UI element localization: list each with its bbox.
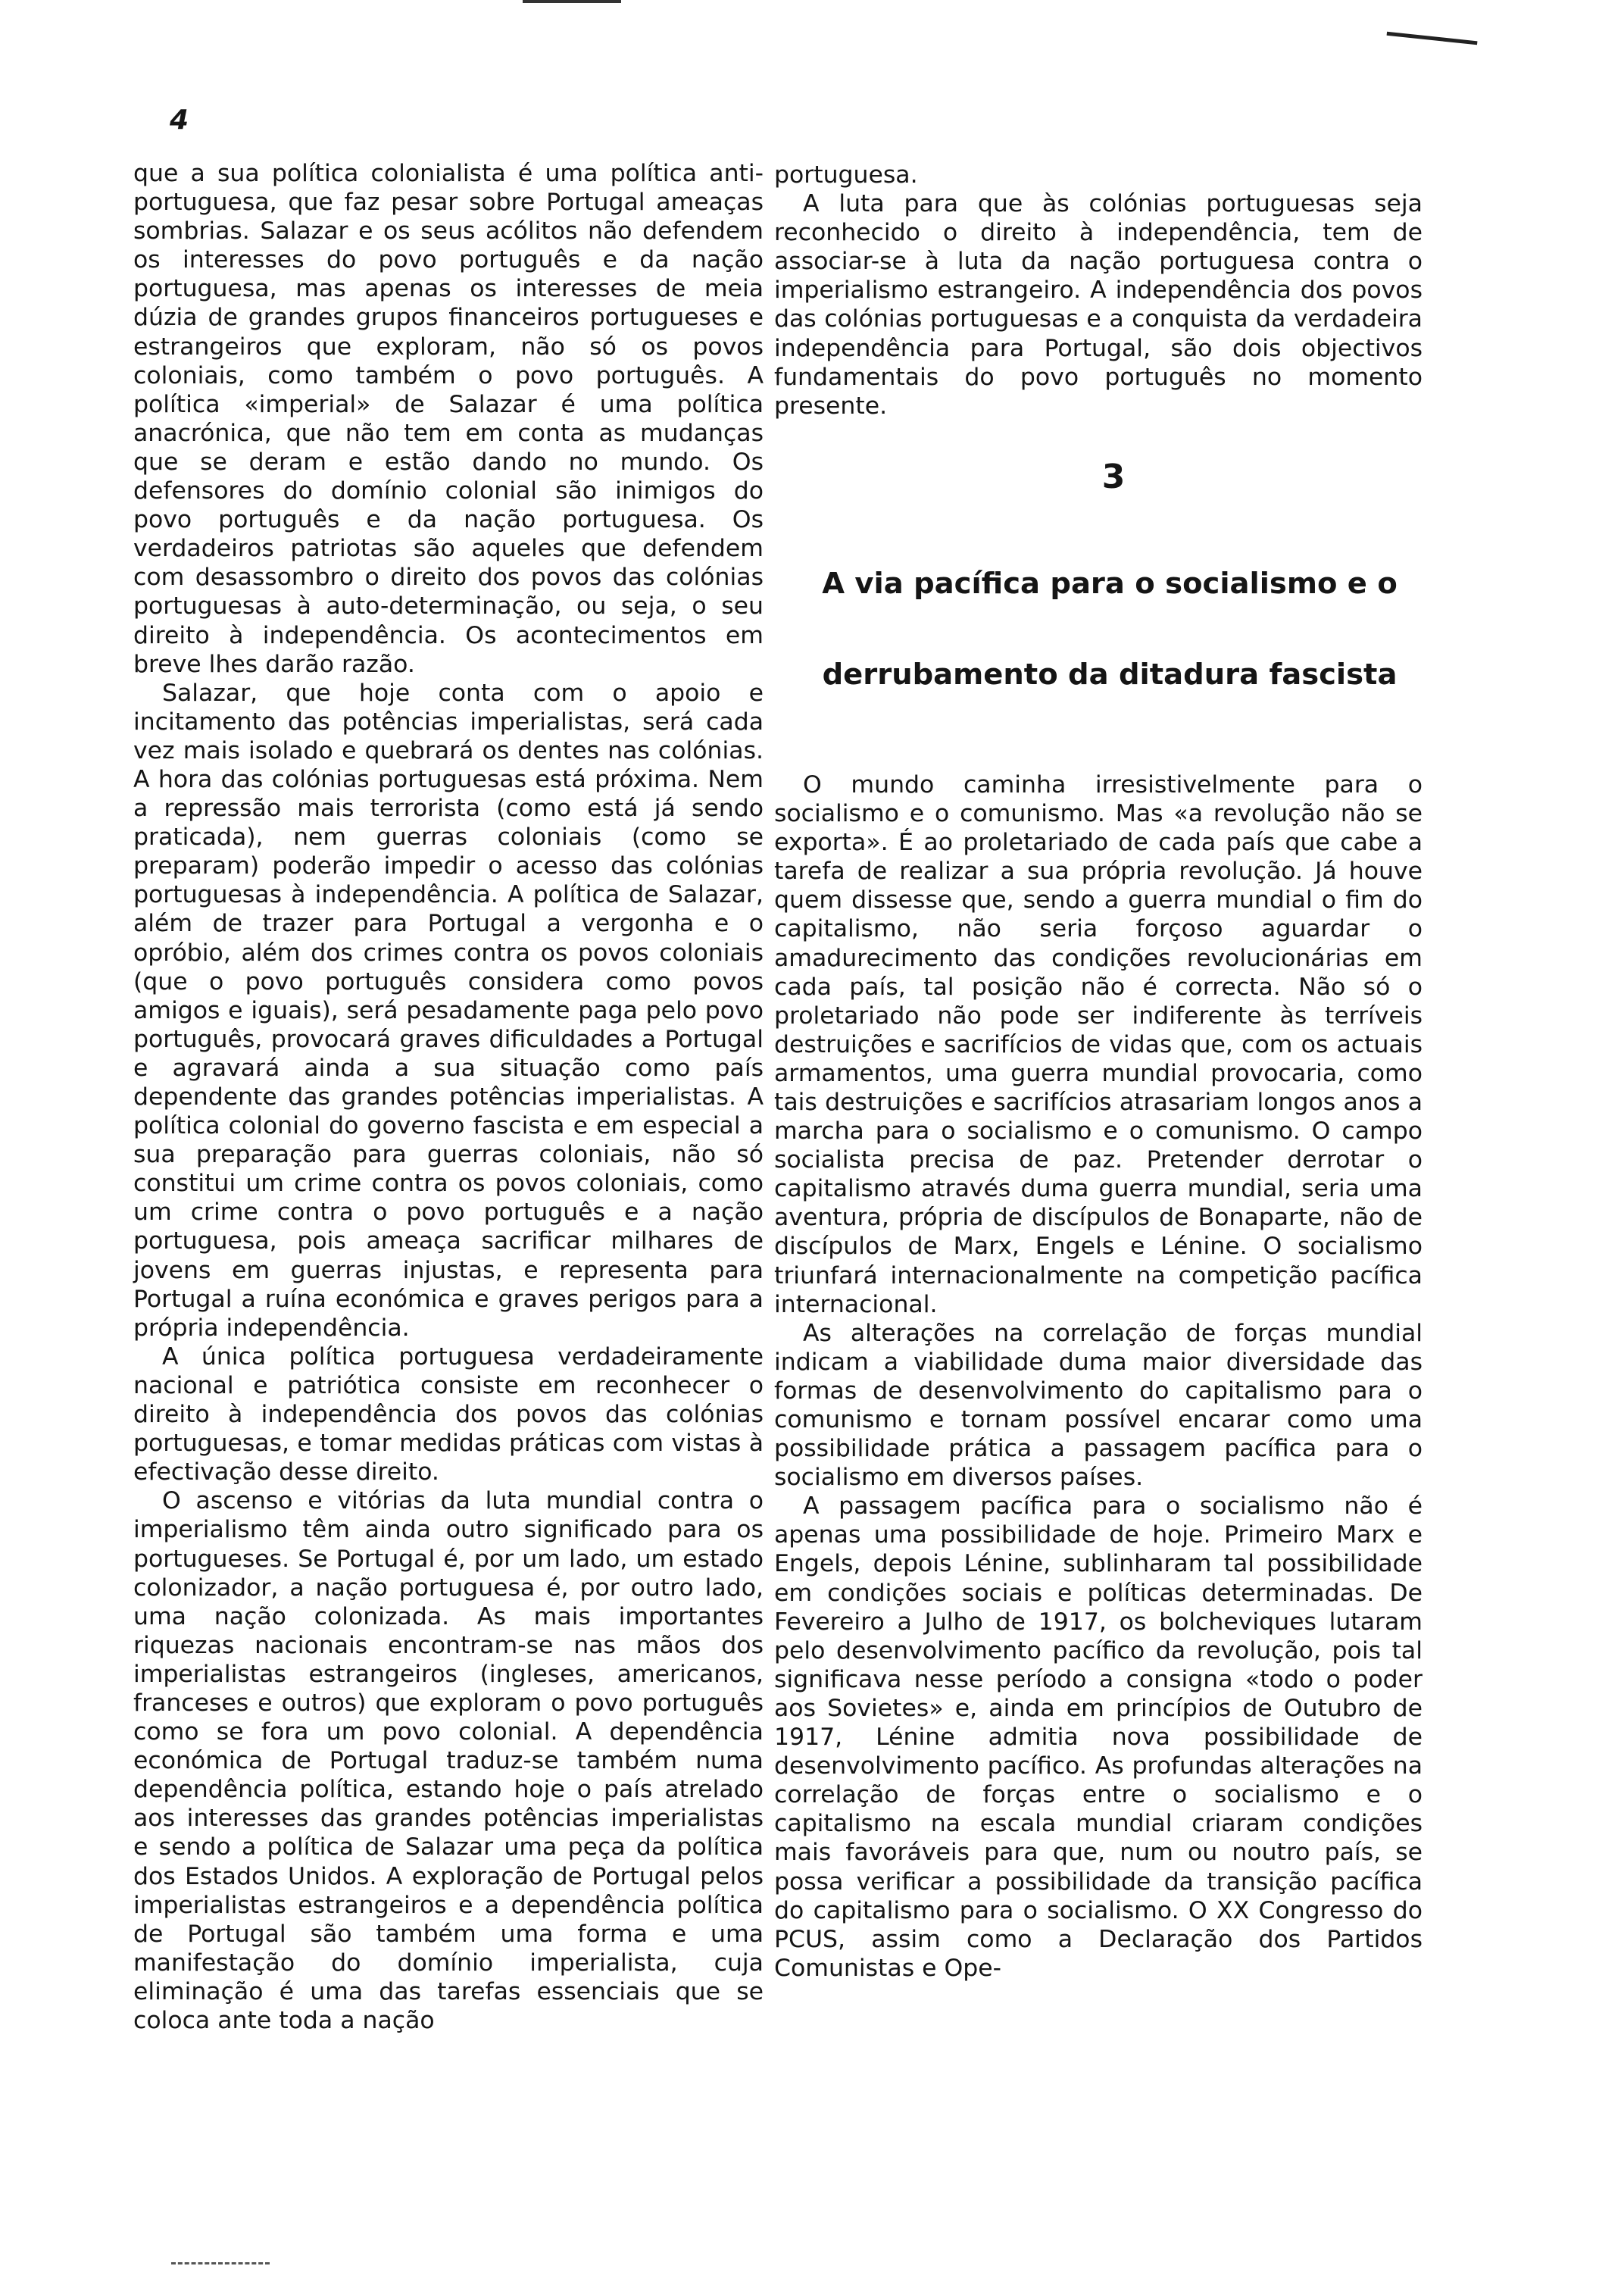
left-column	[133, 159, 764, 2035]
section-title-line-2: derrubamento da ditadura fascista	[822, 657, 1398, 692]
right-paragraph-1: O mundo caminha irresistivelmente para o socialismo e o comunismo. Mas «a revolução não se exporta». É ao proletariado de cada país que cabe a tarefa de realizar a sua própria revolução. Já houve quem dissesse que, sendo a guerra mundial o fim do capitalismo, não seria forçoso aguardar o amadurecimento das condições revolucionárias em cada país, tal posição não é correcta. Não só o proletariado não pode ser indiferente às terríveis destruições e sacrifícios de vidas que, com os actuais armamentos, uma guerra mundial provocaria, como tais destruições e sacrifícios atrasariam longos anos a marcha para o socialismo e o comunismo. O campo socialista precisa de paz. Pretender derrotar o capitalismo através duma guerra mundial, seria uma aventura, própria de discípulos de Bonaparte, não de discípulos de Marx, Engels e Lénine. O socialismo triunfará internacionalmente na competição pacífica internacional.	[774, 770, 1423, 1318]
scan-artifact-corner	[1386, 32, 1478, 52]
right-paragraph-colonies: A luta para que às colónias portuguesas seja reconhecido o direito à independência, tem de associar-se à luta da nação portuguesa contra o imperialismo estrangeiro. A independência dos povos das colónias portuguesas e a conquista da verdadeira independência para Portugal, são dois objectivos fundamentais do povo português no momento presente.	[774, 190, 1423, 420]
section-title-line-1: A via pacífica para o socialismo e o	[822, 566, 1398, 601]
left-paragraph-4: O ascenso e vitórias da luta mundial contra o imperialismo têm ainda outro significado para os portugueses. Se Portugal é, por um lado, um estado colonizador, a nação portuguesa é, por outro lado, uma nação colonizada. As mais importantes riquezas nacionais encontram-se nas mãos dos imperialistas estrangeiros (ingleses, americanos, franceses e outros) que exploram o povo português como se fora um povo colonial. A dependência económica de Portugal traduz-se também numa dependência política, estando hoje o país atrelado aos interesses das grandes potências imperialistas e sendo a política de Salazar uma peça da política dos Estados Unidos. A exploração de Portugal pelos imperialistas estrangeiros e a dependência política de Portugal são também uma forma e uma manifestação do domínio imperialista, cuja eliminação é uma das tarefas essenciais que se coloca ante toda a nação	[133, 1487, 764, 2034]
scan-artifact-bottom	[171, 2262, 270, 2264]
section-title	[774, 539, 1423, 720]
right-paragraph-3: A passagem pacífica para o socialismo não é apenas uma possibilidade de hoje. Primeiro Marx e Engels, depois Lénine, sublinharam tal possibilidade em condições sociais e políticas determinadas. De Fevereiro a Julho de 1917, os bolcheviques lutaram pelo desenvolvimento pacífico da revolução, pois tal significava nesse período a consigna «todo o poder aos Sovietes» e, ainda em princípios de Outubro de 1917, Lénine admitia nova possibilidade de desenvolvimento pacífico. As profundas alterações na correlação de forças entre o socialismo e o capitalismo na escala mundial criaram condições mais favoráveis para que, num ou noutro país, se possa verificar a possibilidade da transição pacífica do capitalismo para o socialismo. O XX Congresso do PCUS, assim como a Declaração dos Partidos Comunistas e Ope-	[774, 1492, 1423, 1982]
left-paragraph-2: Salazar, que hoje conta com o apoio e incitamento das potências imperialistas, será cada vez mais isolado e quebrará os dentes nas colónias. A hora das colónias portuguesas está próxima. Nem a repressão mais terrorista (como está já sendo praticada), nem guerras coloniais (como se preparam) poderão impedir o acesso das colónias portuguesas à independência. A política de Salazar, além de trazer para Portugal a vergonha e o opróbio, além dos crimes contra os povos coloniais (que o povo português considera como povos amigos e iguais), será pesadamente paga pelo povo português, provocará graves dificuldades a Portugal e agravará ainda a sua situação como país dependente das grandes potências imperialistas. A política colonial do governo fascista e em especial a sua preparação para guerras coloniais, não só constitui um crime contra os povos coloniais, como um crime contra o povo português e a nação portuguesa, pois ameaça sacrificar milhares de jovens em guerras injustas, e representa para Portugal a ruína económica e graves perigos para a própria independência.	[133, 679, 764, 1342]
section-number: 3	[1101, 457, 1126, 496]
right-paragraph-2: As alterações na correlação de forças mundial indicam a viabilidade duma maior diversidade das formas de desenvolvimento do capitalismo para o comunismo e tornam possível encarar como uma possibilidade prática a passagem pacífica para o socialismo em diversos países.	[774, 1319, 1423, 1492]
right-paragraph-continuation: portuguesa.	[774, 161, 918, 189]
page-number: 4	[170, 105, 189, 136]
left-paragraph-1: que a sua política colonialista é uma política anti-portuguesa, que faz pesar sobre Portugal ameaças sombrias. Salazar e os seus acólitos não defendem os interesses do povo português e da nação portuguesa, mas apenas os interesses de meia dúzia de grandes grupos financeiros portugueses e estrangeiros que exploram, não só os povos coloniais, como também o povo português. A política «imperial» de Salazar é uma política anacrónica, que não tem em conta as mudanças que se deram e estão dando no mundo. Os defensores do domínio colonial são inimigos do povo português e da nação portuguesa. Os verdadeiros patriotas são aqueles que defendem com desassombro o direito dos povos das colónias portuguesas à auto-determinação, ou seja, o seu direito à independência. Os acontecimentos em breve lhes darão razão.	[133, 160, 764, 678]
scan-artifact-top	[523, 0, 621, 8]
left-paragraph-3: A única política portuguesa verdadeiramente nacional e patriótica consiste em reconhecer o direito à independência dos povos das colónias portuguesas, e tomar medidas práticas com vistas à efectivação desse direito.	[133, 1342, 764, 1486]
right-column	[774, 161, 1423, 1983]
